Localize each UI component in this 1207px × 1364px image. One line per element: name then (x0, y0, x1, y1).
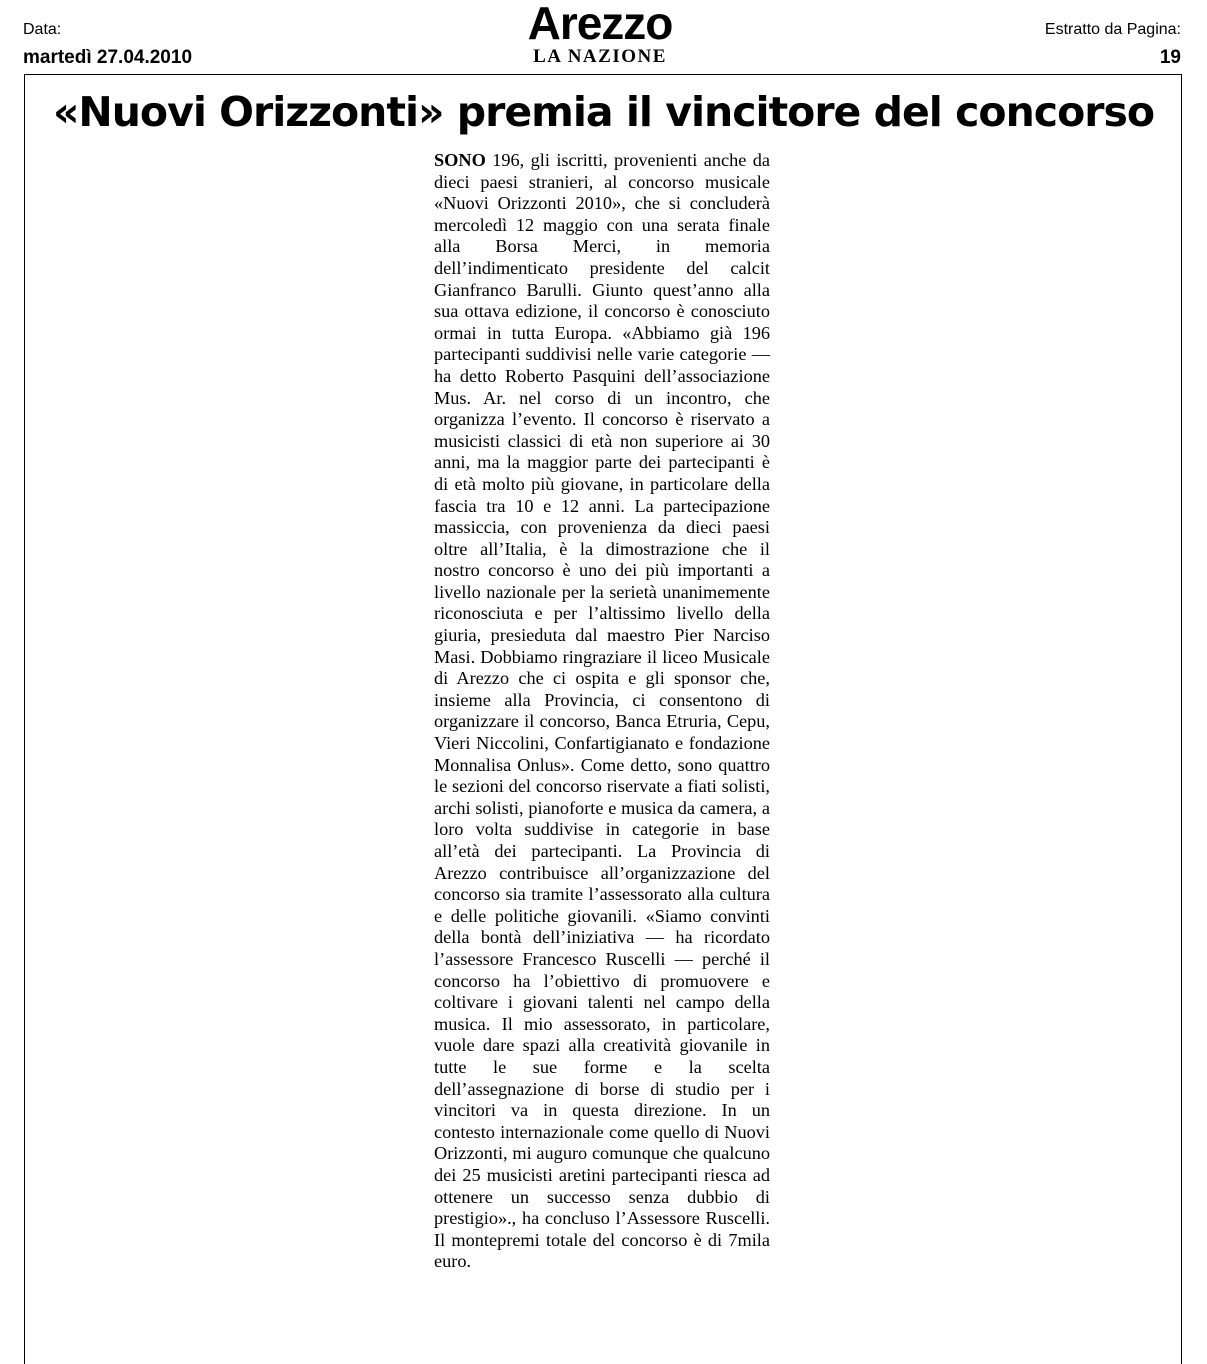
article-text: 196, gli iscritti, provenienti anche da dieci paesi stranieri, al concorso musicale «Nuovi Orizzonti 2010», che si concluderà mercoledì 12 maggio con una serata finale alla Borsa Merci, in memoria dell’indimenticato presidente del calcit Gianfranco Barulli. Giunto quest’anno alla sua ottava edizione, il concorso è conosciuto ormai in tutta Europa. «Abbiamo già 196 partecipanti suddivisi nelle varie categorie — ha detto Roberto Pasquini dell’associazione Mus. Ar. nel corso di un incontro, che organizza l’evento. Il concorso è riservato a musicisti classici di età non superiore ai 30 anni, ma la maggior parte dei partecipanti è di età molto più giovane, in particolare della fascia tra 10 e 12 anni. La partecipazione massiccia, con provenienza da dieci paesi oltre all’Italia, è la dimostrazione che il nostro concorso è uno dei più importanti a livello nazionale per la serietà unanimemente riconosciuta e per l’altissimo livello della giuria, presieduta dal maestro Pier Narciso Masi. Dobbiamo ringraziare il liceo Musicale di Arezzo che ci ospita e gli sponsor che, insieme alla Provincia, ci consentono di organizzare il concorso, Banca Etruria, Cepu, Vieri Niccolini, Confartigianato e fondazione Monnalisa Onlus». Come detto, sono quattro le sezioni del concorso riservate a fiati solisti, archi solisti, pianoforte e musica da camera, a loro volta suddivise in categorie in base all’età dei partecipanti. La Provincia di Arezzo contribuisce all’organizzazione del concorso sia tramite l’assessorato alla cultura e delle politiche giovanili. «Siamo convinti della bontà dell’iniziativa — ha ricordato l’assessore Francesco Ruscelli — perché il concorso ha l’obiettivo di promuovere e coltivare i giovani talenti nel campo della musica. Il mio assessorato, in particolare, vuole dare spazi alla creatività giovanile in tutte le sue forme e la scelta dell’assegnazione di borse di studio per i vincitori va in questa direzione. In un contesto internazionale come quello di Nuovi Orizzonti, mi auguro comunque che qualcuno dei 25 musicisti aretini partecipanti riesca ad ottenere un successo senza dubbio di prestigio»., ha concluso l’Assessore Ruscelli. Il montepremi totale del concorso è di 7mila euro. (434, 150, 770, 1272)
masthead-city: Arezzo (527, 0, 673, 49)
masthead-paper: LA NAZIONE (533, 46, 667, 67)
article-headline: «Nuovi Orizzonti» premia il vincitore del concorso (52, 88, 1155, 136)
masthead (480, 0, 720, 68)
page-number: 19 (1159, 47, 1181, 68)
article-body (434, 150, 770, 1273)
date-label: Data: (23, 21, 62, 38)
date-value: martedì 27.04.2010 (23, 47, 193, 68)
article-lead-word: SONO (434, 150, 486, 170)
page-label: Estratto da Pagina: (1044, 21, 1181, 38)
